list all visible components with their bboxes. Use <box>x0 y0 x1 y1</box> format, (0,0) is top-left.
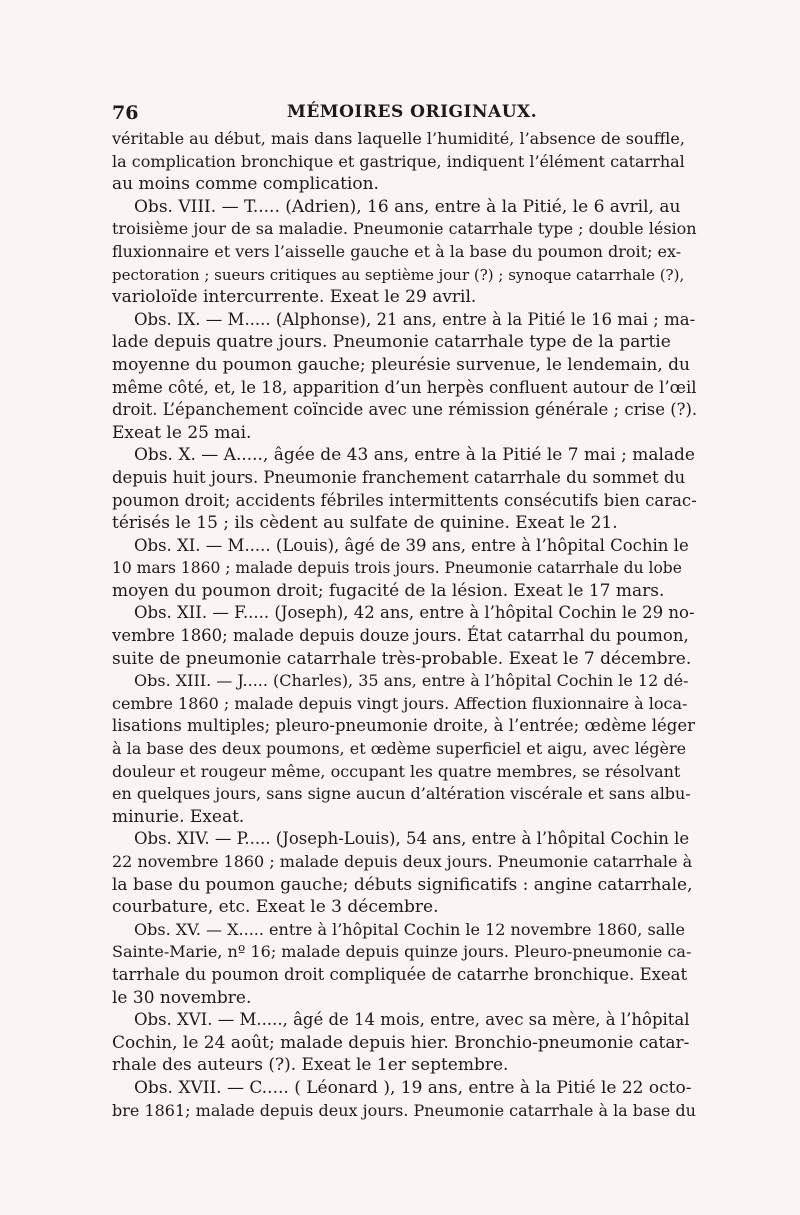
text-line: même côté, et, le 18, apparition d’un herpès confluent autour de l’œil <box>112 377 697 397</box>
text-line: vembre 1860; malade depuis douze jours. État catarrhal du poumon, <box>112 626 689 646</box>
text-line: pectoration ; sueurs critiques au septième jour (?) ; synoque catarrhale (?), <box>112 265 685 284</box>
text-line: depuis huit jours. Pneumonie franchement catarrhale du sommet du <box>112 467 686 487</box>
text-line: varioloïde intercurrente. Exeat le 29 avril. <box>112 287 477 308</box>
text-line: lisations multiples; pleuro-pneumonie droite, à l’entrée; œdème léger <box>112 716 696 736</box>
text-line: suite de pneumonie catarrhale très-probable. Exeat le 7 décembre. <box>112 648 692 669</box>
text-line: douleur et rougeur même, occupant les quatre membres, se résolvant <box>112 761 681 781</box>
text-line: Sainte-Marie, nº 16; malade depuis quinze jours. Pleuro-pneumonie ca- <box>112 942 692 962</box>
text-line: Obs. XV. — X..... entre à l’hôpital Cochin le 12 novembre 1860, salle <box>134 919 685 939</box>
text-line: Obs. XVI. — M....., âgé de 14 mois, entre, avec sa mère, à l’hôpital <box>134 1010 690 1030</box>
text-line: Cochin, le 24 août; malade depuis hier. Bronchio-pneumonie catar- <box>112 1032 690 1053</box>
body-text <box>112 128 697 1122</box>
text-line: Obs. XVII. — C..... ( Léonard ), 19 ans, entre à la Pitié le 22 octo- <box>134 1077 692 1098</box>
text-line: Obs. VIII. — T..... (Adrien), 16 ans, entre à la Pitié, le 6 avril, au <box>134 196 681 217</box>
text-line: fluxionnaire et vers l’aisselle gauche et à la base du poumon droit; ex- <box>112 241 682 261</box>
text-line: Obs. IX. — M..... (Alphonse), 21 ans, entre à la Pitié le 16 mai ; ma- <box>134 309 696 329</box>
text-line: 22 novembre 1860 ; malade depuis deux jours. Pneumonie catarrhale à <box>112 852 693 871</box>
text-line: Obs. X. — A....., âgée de 43 ans, entre à la Pitié le 7 mai ; malade <box>134 445 695 466</box>
text-line: moyen du poumon droit; fugacité de la lésion. Exeat le 17 mars. <box>112 580 665 601</box>
text-line: le 30 novembre. <box>112 987 252 1008</box>
text-line: Obs. XIII. — J..... (Charles), 35 ans, entre à l’hôpital Cochin le 12 dé- <box>134 671 689 691</box>
text-line: cembre 1860 ; malade depuis vingt jours. Affection fluxionnaire à loca- <box>112 693 688 713</box>
text-line: bre 1861; malade depuis deux jours. Pneumonie catarrhale à la base du <box>112 1100 696 1120</box>
text-line: à la base des deux poumons, et œdème superficiel et aigu, avec légère <box>112 739 687 759</box>
text-line: droit. L’épanchement coïncide avec une rémission générale ; crise (?). <box>112 400 698 420</box>
text-line: véritable au début, mais dans laquelle l’humidité, l’absence de souffle, <box>112 129 685 148</box>
text-line: térisés le 15 ; ils cèdent au sulfate de quinine. Exeat le 21. <box>112 513 618 534</box>
text-line: rhale des auteurs (?). Exeat le 1er septembre. <box>112 1055 509 1076</box>
text-line: 10 mars 1860 ; malade depuis trois jours. Pneumonie catarrhale du lobe <box>112 559 682 578</box>
text-line: au moins comme complication. <box>112 174 379 195</box>
text-line: Obs. XIV. — P..... (Joseph-Louis), 54 ans, entre à l’hôpital Cochin le <box>134 829 690 849</box>
text-line: courbature, etc. Exeat le 3 décembre. <box>112 897 439 918</box>
text-line: lade depuis quatre jours. Pneumonie catarrhale type de la partie <box>112 332 671 353</box>
text-line: minurie. Exeat. <box>112 806 245 827</box>
text-line: poumon droit; accidents fébriles intermittents consécutifs bien carac- <box>112 490 697 510</box>
text-line: moyenne du poumon gauche; pleurésie survenue, le lendemain, du <box>112 354 690 375</box>
running-title: MÉMOIRES ORIGINAUX. <box>287 102 538 122</box>
text-line: en quelques jours, sans signe aucun d’altération viscérale et sans albu- <box>112 784 691 804</box>
page-header <box>112 102 687 126</box>
text-line: Obs. XI. — M..... (Louis), âgé de 39 ans, entre à l’hôpital Cochin le <box>134 535 689 555</box>
text-line: Exeat le 25 mai. <box>112 422 252 443</box>
page-number: 76 <box>112 102 139 124</box>
text-line: la complication bronchique et gastrique, indiquent l’élément catarrhal <box>112 151 685 171</box>
text-line: troisième jour de sa maladie. Pneumonie catarrhale type ; double lésion <box>112 219 697 239</box>
text-line: la base du poumon gauche; débuts significatifs : angine catarrhale, <box>112 874 693 895</box>
text-line: tarrhale du poumon droit compliquée de catarrhe bronchique. Exeat <box>112 964 688 984</box>
text-line: Obs. XII. — F..... (Joseph), 42 ans, entre à l’hôpital Cochin le 29 no- <box>134 603 695 623</box>
